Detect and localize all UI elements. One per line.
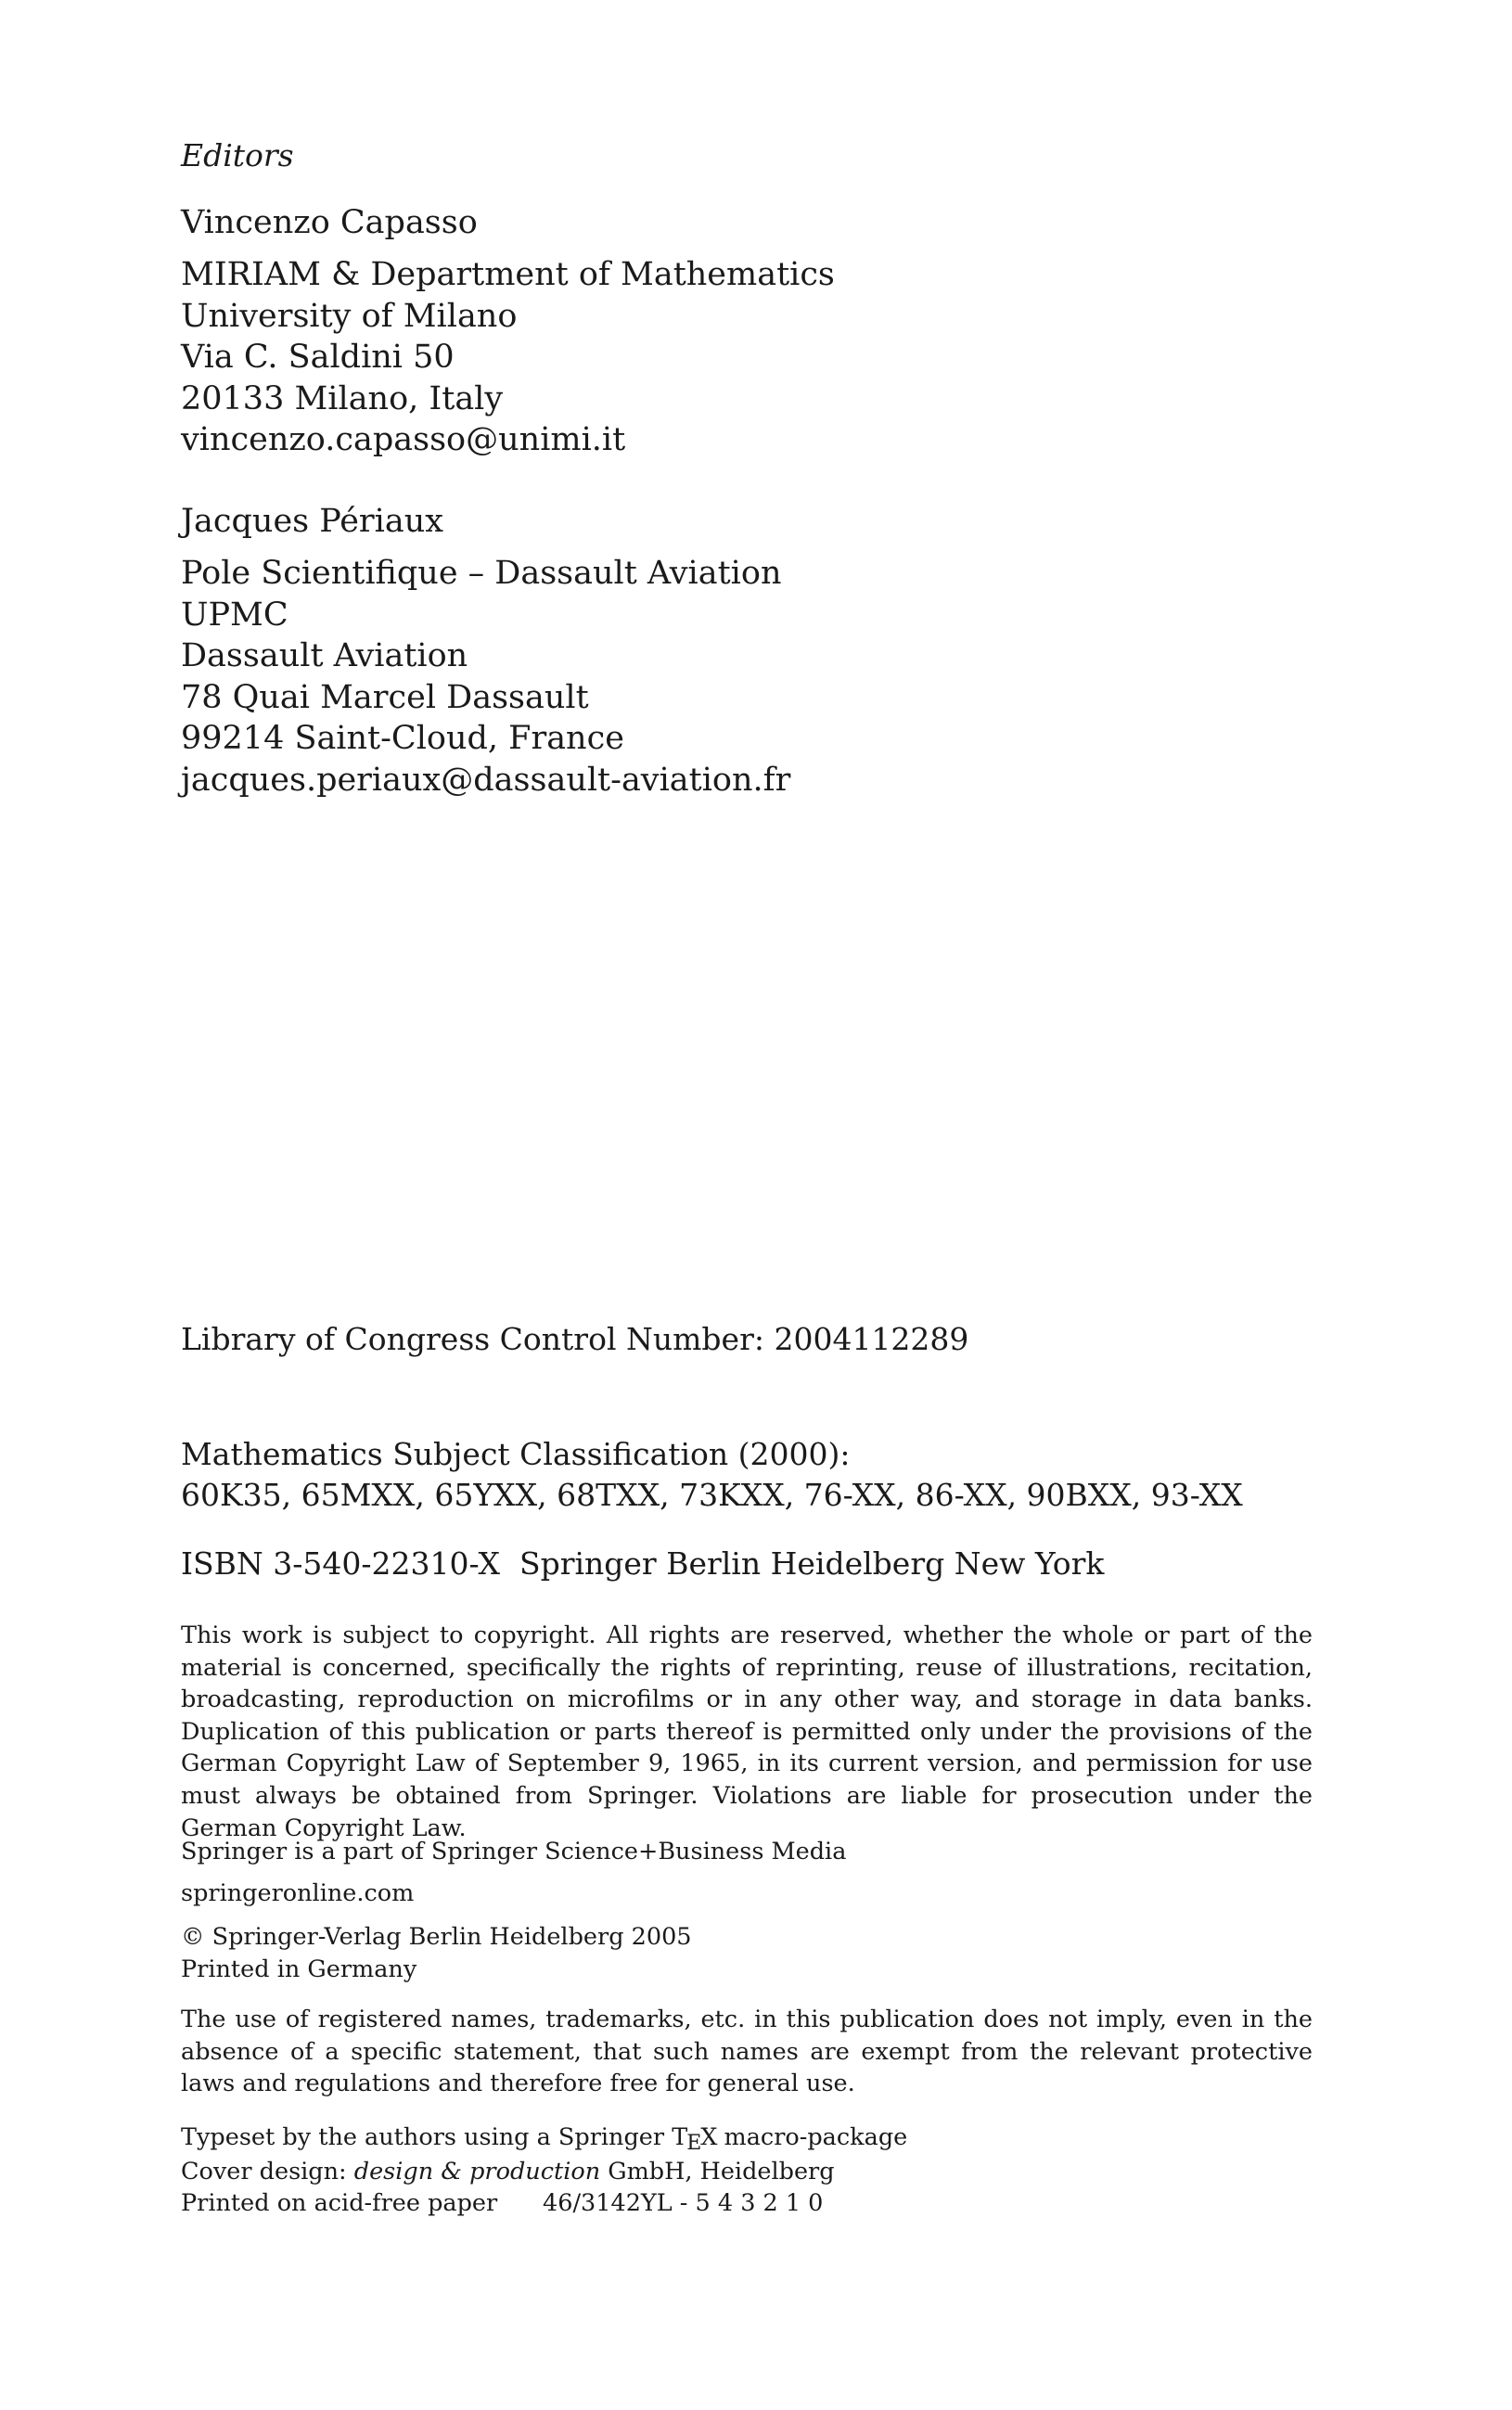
address-line: University of Milano bbox=[181, 297, 518, 335]
address-line: 20133 Milano, Italy bbox=[181, 379, 504, 417]
printed-in: Printed in Germany bbox=[181, 1955, 417, 1983]
editor-name: Jacques Périaux bbox=[181, 503, 444, 540]
copyright-notice: This work is subject to copyright. All rights are reserved, whether the whole or part of the material is concerned, specifically the rights of reprinting, reuse of illustrations, recitation, broadcasting, reproduction on microfilms or in any other way, and storage in data banks. Duplication of this publication or parts thereof is permitted only under the provisions of the German Copyright Law of September 9, 1965, in its current version, and permission for use must always be obtained from Springer. Violations are liable for prosecution under the German Copyright Law. bbox=[181, 1622, 1313, 1842]
msc-codes: 60K35, 65MXX, 65YXX, 68TXX, 73KXX, 76-XX, 86-XX, 90BXX, 93-XX bbox=[181, 1477, 1243, 1513]
editor-block-capasso bbox=[181, 202, 835, 461]
address-line: 78 Quai Marcel Dassault bbox=[181, 678, 589, 716]
address-line: 99214 Saint-Cloud, France bbox=[181, 720, 624, 757]
trademark-notice: The use of registered names, trademarks, etc. in this publication does not imply, even in the absence of a specific statement, that such names are exempt from the relevant protective laws and regulations and therefore free for general use. bbox=[181, 2006, 1313, 2098]
cover-design-line bbox=[181, 2156, 907, 2188]
copyright-block bbox=[181, 1921, 692, 1985]
editor-name: Vincenzo Capasso bbox=[181, 204, 478, 241]
tex-x: X bbox=[700, 2123, 717, 2151]
springer-part: Springer is a part of Springer Science+Business Media bbox=[181, 1838, 847, 1865]
email-address: jacques.periaux@dassault-aviation.fr bbox=[181, 761, 791, 799]
paper-line bbox=[181, 2187, 907, 2220]
paper-note: Printed on acid-free paper bbox=[181, 2189, 498, 2218]
editors-heading: Editors bbox=[181, 137, 294, 173]
address-line: UPMC bbox=[181, 596, 288, 634]
cover-suffix: GmbH, Heidelberg bbox=[600, 2157, 835, 2186]
production-info bbox=[181, 2122, 907, 2220]
typeset-prefix: Typeset by the authors using a Springer bbox=[181, 2123, 673, 2151]
print-code: 46/3142YL - 5 4 3 2 1 0 bbox=[543, 2189, 824, 2218]
editor-address bbox=[181, 254, 835, 461]
cover-prefix: Cover design: bbox=[181, 2157, 354, 2186]
msc-title: Mathematics Subject Classification (2000): bbox=[181, 1436, 851, 1472]
typeset-suffix: macro-package bbox=[716, 2123, 908, 2151]
website: springeronline.com bbox=[181, 1879, 415, 1907]
address-line: Dassault Aviation bbox=[181, 637, 468, 674]
address-line: Via C. Saldini 50 bbox=[181, 339, 455, 376]
msc-classification bbox=[181, 1434, 1243, 1516]
cover-designer: design & production bbox=[353, 2157, 601, 2186]
email-address: vincenzo.capasso@unimi.it bbox=[181, 421, 626, 458]
tex-e: E bbox=[686, 2132, 701, 2155]
tex-logo bbox=[672, 2123, 717, 2155]
lccn: Library of Congress Control Number: 2004112289 bbox=[181, 1321, 969, 1357]
address-line: MIRIAM & Department of Mathematics bbox=[181, 256, 835, 293]
tex-t: T bbox=[672, 2123, 687, 2151]
editor-address bbox=[181, 553, 790, 801]
copyright-line: © Springer-Verlag Berlin Heidelberg 2005 bbox=[181, 1923, 692, 1951]
typeset-line bbox=[181, 2122, 907, 2156]
address-line: Pole Scientifique – Dassault Aviation bbox=[181, 555, 782, 592]
editor-block-periaux bbox=[181, 501, 790, 801]
isbn: ISBN 3-540-22310-X Springer Berlin Heidelberg New York bbox=[181, 1545, 1105, 1582]
